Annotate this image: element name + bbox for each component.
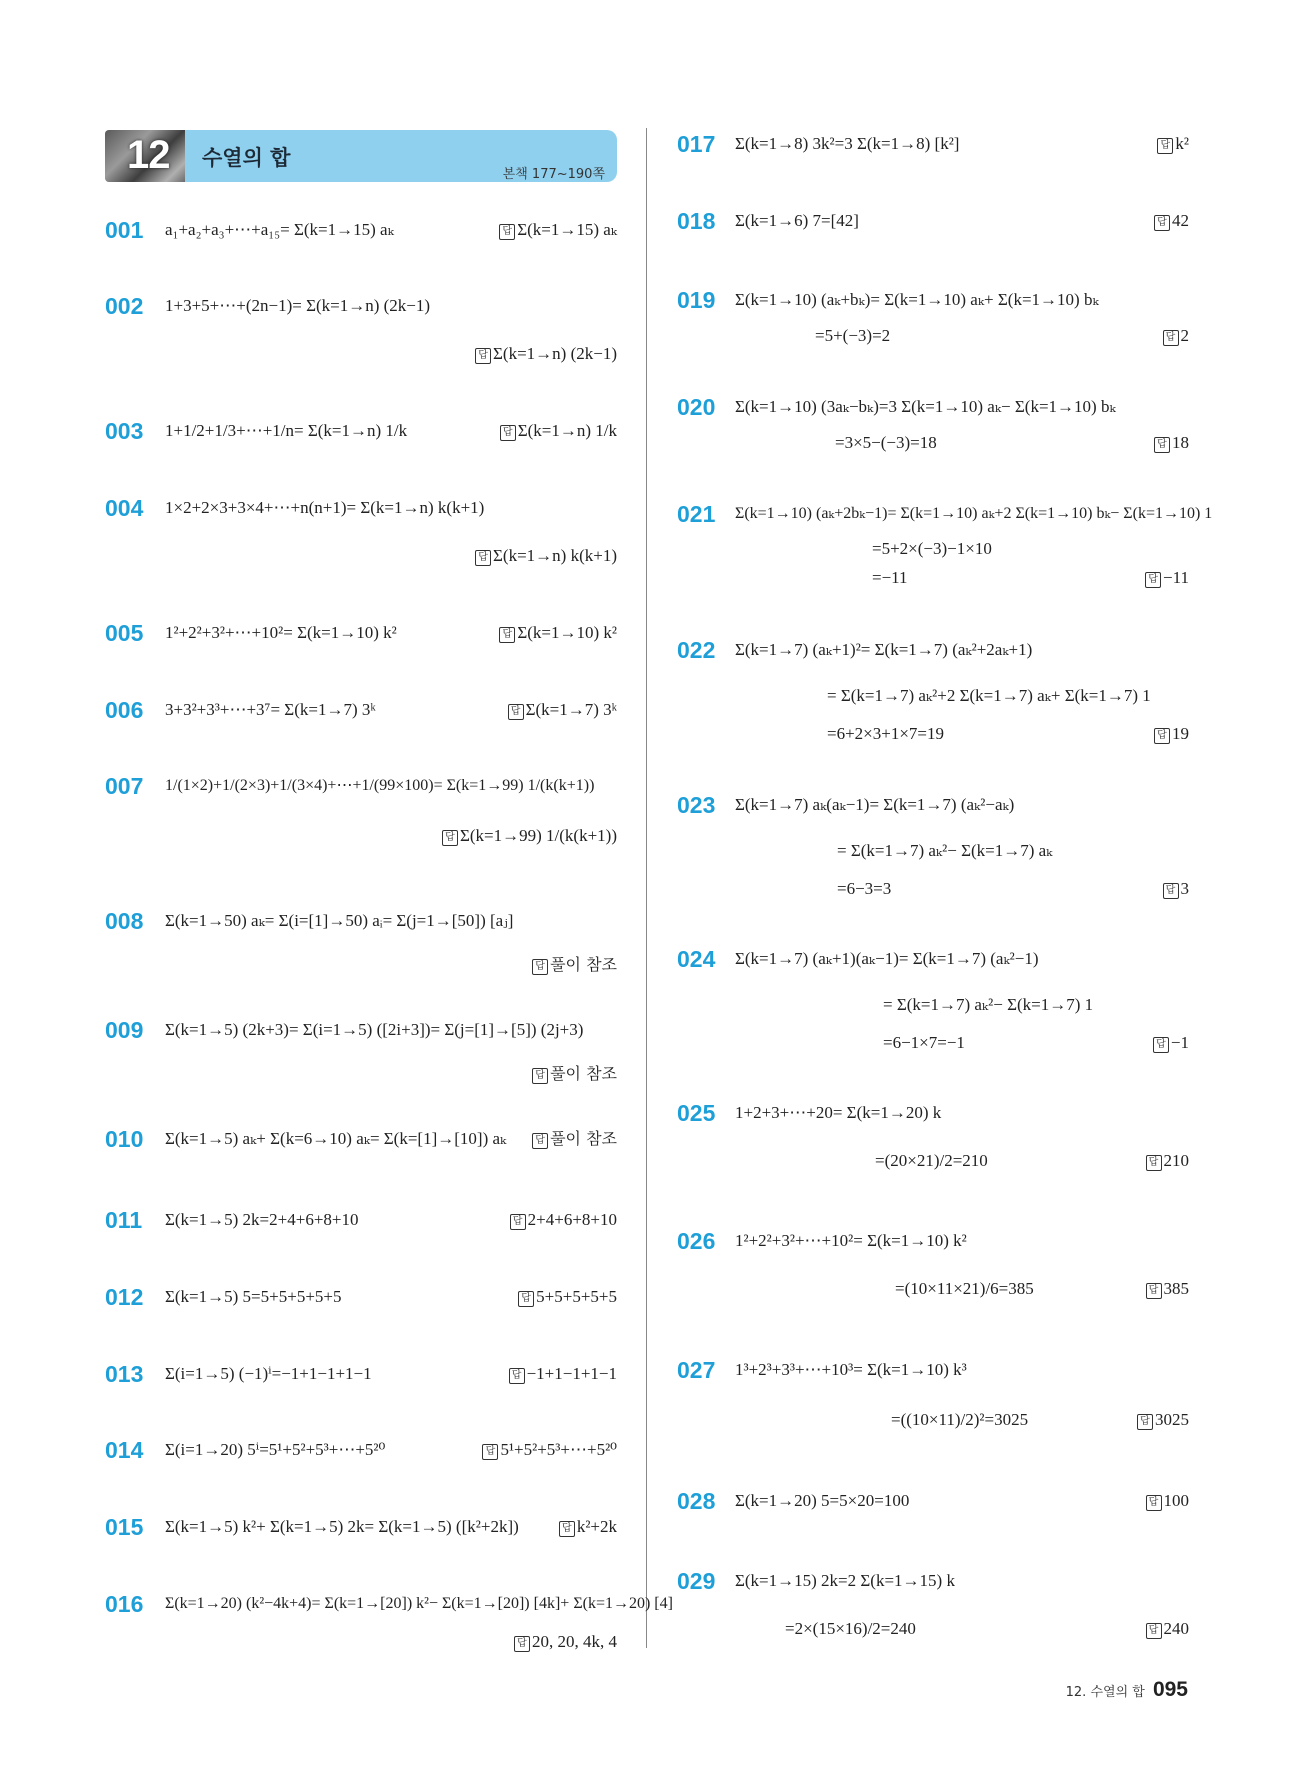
problem-line: Σ(i=1→20) 5ⁱ=5¹+5²+5³+⋯+5²⁰	[165, 1440, 386, 1459]
answer-mark-icon: 답	[1154, 437, 1170, 453]
answer-mark-icon: 답	[475, 550, 491, 566]
problem-answer: 답 240	[1146, 1616, 1190, 1642]
problem-number: 013	[105, 1361, 144, 1387]
problem-line: =3×5−(−3)=18	[835, 433, 937, 452]
problem-line: Σ(k=1→10) (aₖ+bₖ)= Σ(k=1→10) aₖ+ Σ(k=1→10) bₖ	[735, 290, 1099, 309]
problem-number: 023	[677, 792, 716, 818]
problem-number: 027	[677, 1357, 716, 1383]
answer-mark-icon: 답	[532, 1133, 548, 1149]
problem-answer: 답 −1	[1153, 1030, 1189, 1056]
problem-answer: 답 Σ(k=1→n) (2k−1)	[475, 341, 617, 367]
answer-mark-icon: 답	[499, 627, 515, 643]
problem-line: =6−1×7=−1	[883, 1033, 965, 1052]
problem-answer: 답 100	[1146, 1488, 1190, 1514]
problem-answer: 답 3025	[1137, 1407, 1189, 1433]
problem-line: Σ(k=1→5) (2k+3)= Σ(i=1→5) ([2i+3])= Σ(j=[1]→[5]) (2j+3)	[165, 1020, 584, 1039]
problem-line: Σ(k=1→7) aₖ(aₖ−1)= Σ(k=1→7) (aₖ²−aₖ)	[735, 795, 1015, 814]
chapter-header	[105, 130, 617, 182]
problem-answer: 답 385	[1146, 1276, 1190, 1302]
problem-line: 1+1/2+1/3+⋯+1/n= Σ(k=1→n) 1/k	[165, 421, 408, 440]
footer-chapter-label: 12. 수열의 합	[1065, 1685, 1145, 1700]
answer-mark-icon: 답	[1163, 883, 1179, 899]
problem-line: Σ(k=1→20) 5=5×20=100	[735, 1491, 910, 1510]
problem-answer: 답 Σ(k=1→n) k(k+1)	[475, 543, 617, 569]
answer-mark-icon: 답	[514, 1636, 530, 1652]
chapter-title: 수열의 합	[202, 146, 291, 170]
problem-number: 011	[105, 1207, 143, 1233]
problem-number: 017	[677, 131, 716, 157]
answer-mark-icon: 답	[518, 1291, 534, 1307]
page-number: 095	[1152, 1678, 1188, 1701]
problem-answer: 답 Σ(k=1→15) aₖ	[499, 217, 617, 243]
problem-line: 1×2+2×3+3×4+⋯+n(n+1)= Σ(k=1→n) k(k+1)	[165, 498, 485, 517]
problem-answer: 답 풀이 참조	[532, 952, 617, 978]
problem-line: Σ(k=1→8) 3k²=3 Σ(k=1→8) [k²]	[735, 134, 960, 153]
problem-line: 1²+2²+3²+⋯+10²= Σ(k=1→10) k²	[735, 1231, 967, 1250]
answer-mark-icon: 답	[1137, 1414, 1153, 1430]
problem-number: 022	[677, 637, 716, 663]
problem-answer: 답 Σ(k=1→n) 1/k	[500, 418, 617, 444]
problem-line: a₁+a₂+a₃+⋯+a₁₅= Σ(k=1→15) aₖ	[165, 220, 394, 239]
problem-number: 010	[105, 1126, 144, 1152]
problem-line: Σ(i=1→5) (−1)ⁱ=−1+1−1+1−1	[165, 1364, 372, 1383]
problem-answer: 답 2	[1163, 323, 1190, 349]
answer-mark-icon: 답	[442, 830, 458, 846]
problem-line: Σ(k=1→15) 2k=2 Σ(k=1→15) k	[735, 1571, 955, 1590]
problem-number: 006	[105, 697, 144, 723]
problem-number: 015	[105, 1514, 144, 1540]
problem-number: 004	[105, 495, 144, 521]
problem-answer: 답 풀이 참조	[532, 1126, 617, 1152]
problem-number: 021	[677, 501, 716, 527]
problem-answer: 답 −11	[1145, 565, 1189, 591]
problem-line: = Σ(k=1→7) aₖ²− Σ(k=1→7) aₖ	[837, 841, 1053, 860]
chapter-photo-thumbnail	[105, 130, 185, 182]
problem-number: 014	[105, 1437, 144, 1463]
answer-mark-icon: 답	[1154, 728, 1170, 744]
answer-mark-icon: 답	[510, 1214, 526, 1230]
problem-number: 018	[677, 208, 716, 234]
problem-answer: 답 3	[1163, 876, 1190, 902]
answer-mark-icon: 답	[1146, 1155, 1162, 1171]
problem-line: =−11	[872, 568, 908, 587]
problem-answer: 답 2+4+6+8+10	[510, 1207, 617, 1233]
problem-number: 016	[105, 1591, 144, 1617]
problem-number: 003	[105, 418, 144, 444]
problem-line: 1²+2²+3²+⋯+10²= Σ(k=1→10) k²	[165, 623, 397, 642]
answer-mark-icon: 답	[1146, 1623, 1162, 1639]
problem-line: Σ(k=1→20) (k²−4k+4)= Σ(k=1→[20]) k²− Σ(k=1→[20]) [4k]+ Σ(k=1→20) [4]	[165, 1595, 673, 1612]
problem-answer: 답 Σ(k=1→10) k²	[499, 620, 617, 646]
problem-line: Σ(k=1→5) 2k=2+4+6+8+10	[165, 1210, 359, 1229]
problem-number: 007	[105, 773, 144, 799]
problem-number: 024	[677, 946, 716, 972]
problem-line: =5+2×(−3)−1×10	[872, 539, 992, 558]
answer-mark-icon: 답	[1145, 572, 1161, 588]
answer-mark-icon: 답	[475, 348, 491, 364]
problem-answer: 답 5+5+5+5+5	[518, 1284, 617, 1310]
answer-mark-icon: 답	[508, 704, 524, 720]
problem-line: =((10×11)/2)²=3025	[891, 1410, 1029, 1429]
answer-mark-icon: 답	[1163, 330, 1179, 346]
problem-line: Σ(k=1→5) 5=5+5+5+5+5	[165, 1287, 342, 1306]
problem-number: 002	[105, 293, 144, 319]
answer-mark-icon: 답	[1153, 1037, 1169, 1053]
problem-number: 025	[677, 1100, 716, 1126]
problem-answer: 답 5¹+5²+5³+⋯+5²⁰	[482, 1437, 617, 1463]
problem-line: Σ(k=1→10) (3aₖ−bₖ)=3 Σ(k=1→10) aₖ− Σ(k=1→10) bₖ	[735, 397, 1116, 416]
problem-number: 005	[105, 620, 144, 646]
column-divider	[646, 128, 647, 1648]
problem-number: 019	[677, 287, 716, 313]
page-reference: 본책 177~190쪽	[502, 167, 605, 182]
problem-line: = Σ(k=1→7) aₖ²− Σ(k=1→7) 1	[883, 995, 1094, 1014]
problem-line: Σ(k=1→10) (aₖ+2bₖ−1)= Σ(k=1→10) aₖ+2 Σ(k=1→10) bₖ− Σ(k=1→10) 1	[735, 505, 1213, 522]
problem-answer: 답 42	[1154, 208, 1189, 234]
problem-answer: 답 −1+1−1+1−1	[509, 1361, 617, 1387]
problem-number: 009	[105, 1017, 144, 1043]
problem-line: =(20×21)/2=210	[875, 1151, 988, 1170]
answer-mark-icon: 답	[500, 425, 516, 441]
problem-line: 1/(1×2)+1/(2×3)+1/(3×4)+⋯+1/(99×100)= Σ(k=1→99) 1/(k(k+1))	[165, 777, 595, 794]
problem-number: 008	[105, 908, 144, 934]
chapter-number: 12	[127, 133, 170, 177]
problem-answer: 답 19	[1154, 721, 1189, 747]
answer-mark-icon: 답	[532, 1068, 548, 1084]
problem-number: 026	[677, 1228, 716, 1254]
problem-answer: 답 k²+2k	[559, 1514, 617, 1540]
problem-line: Σ(k=1→6) 7=[42]	[735, 211, 859, 230]
problem-line: Σ(k=1→7) (aₖ+1)²= Σ(k=1→7) (aₖ²+2aₖ+1)	[735, 640, 1033, 659]
problem-line: 3+3²+3³+⋯+3⁷= Σ(k=1→7) 3ᵏ	[165, 700, 376, 719]
problem-line: =6+2×3+1×7=19	[827, 724, 945, 743]
problem-line: =2×(15×16)/2=240	[785, 1619, 916, 1638]
answer-mark-icon: 답	[1157, 138, 1173, 154]
problem-line: 1+3+5+⋯+(2n−1)= Σ(k=1→n) (2k−1)	[165, 296, 431, 315]
problem-answer: 답 k²	[1157, 131, 1189, 157]
problem-line: Σ(k=1→5) aₖ+ Σ(k=6→10) aₖ= Σ(k=[1]→[10]) aₖ	[165, 1129, 507, 1148]
problem-line: 1³+2³+3³+⋯+10³= Σ(k=1→10) k³	[735, 1360, 967, 1379]
page-footer	[1066, 1678, 1188, 1702]
problem-number: 028	[677, 1488, 716, 1514]
answer-mark-icon: 답	[499, 224, 515, 240]
problem-answer: 답 210	[1146, 1148, 1190, 1174]
problem-line: = Σ(k=1→7) aₖ²+2 Σ(k=1→7) aₖ+ Σ(k=1→7) 1	[827, 686, 1151, 705]
problem-line: Σ(k=1→5) k²+ Σ(k=1→5) 2k= Σ(k=1→5) ([k²+2k])	[165, 1517, 519, 1536]
answer-mark-icon: 답	[559, 1521, 575, 1537]
problem-number: 029	[677, 1568, 716, 1594]
problem-number: 001	[105, 217, 144, 243]
problem-line: =6−3=3	[837, 879, 892, 898]
answer-mark-icon: 답	[1154, 215, 1170, 231]
problem-number: 012	[105, 1284, 144, 1310]
problem-line: Σ(k=1→50) aₖ= Σ(i=[1]→50) aᵢ= Σ(j=1→[50]) [aⱼ]	[165, 911, 514, 930]
problem-answer: 답 20, 20, 4k, 4	[514, 1629, 617, 1655]
answer-mark-icon: 답	[1146, 1495, 1162, 1511]
problem-answer: 답 풀이 참조	[532, 1061, 617, 1087]
problem-answer: 답 Σ(k=1→99) 1/(k(k+1))	[442, 823, 617, 849]
problem-number: 020	[677, 394, 716, 420]
problem-line: =(10×11×21)/6=385	[895, 1279, 1034, 1298]
problem-line: Σ(k=1→7) (aₖ+1)(aₖ−1)= Σ(k=1→7) (aₖ²−1)	[735, 949, 1039, 968]
answer-mark-icon: 답	[509, 1368, 525, 1384]
problem-line: =5+(−3)=2	[815, 326, 891, 345]
problem-answer: 답 18	[1154, 430, 1189, 456]
answer-mark-icon: 답	[1146, 1283, 1162, 1299]
problem-answer: 답 Σ(k=1→7) 3ᵏ	[508, 697, 617, 723]
answer-mark-icon: 답	[532, 959, 548, 975]
problem-line: 1+2+3+⋯+20= Σ(k=1→20) k	[735, 1103, 942, 1122]
answer-mark-icon: 답	[482, 1444, 498, 1460]
